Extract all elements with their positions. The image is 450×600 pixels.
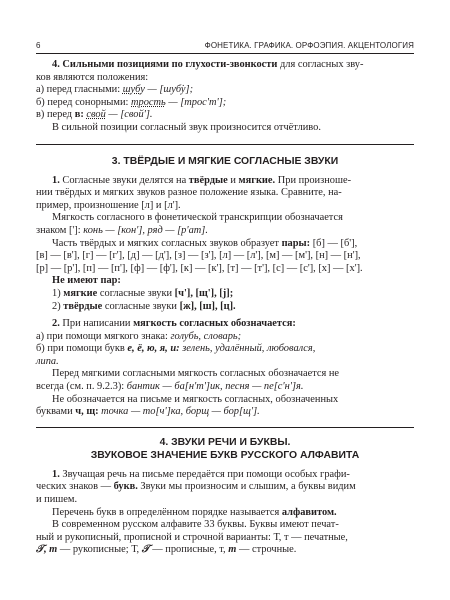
running-header bbox=[36, 40, 414, 53]
sec3-para-1: 1. Согласные звуки делятся на твёрдые и мягкие. При произноше- bbox=[52, 174, 352, 186]
alphabet-count-line-2: ный и рукописный, прописной и строчной варианты: Т, т — печатные, bbox=[36, 531, 348, 543]
softness-note-2-line-1: Не обозначается на письме и мягкость согласных, обозначенных bbox=[52, 393, 339, 405]
alphabet-count-line-3: 𝒯, т — рукописные; Т, 𝒯 — прописные, т, т — строчные. bbox=[36, 544, 297, 556]
softness-note-1-line-2: всегда (см. п. 9.2.3): бантик — ба[н'т']ик, песня — пе[с'н']я. bbox=[36, 381, 304, 393]
page-number: 6 bbox=[36, 41, 41, 50]
softness-mark-line-2: знаком [']: конь — [кон'], ряд — [р'ат]. bbox=[36, 224, 208, 236]
transcription: — [свой']. bbox=[108, 109, 153, 121]
softness-item-b: б) при помощи букв е, ё, ю, я, и: зелень, удалённый, любовался, bbox=[36, 343, 316, 355]
item-number: 4. bbox=[52, 59, 60, 70]
alphabet-definition: Перечень букв в определённом порядке называется алфавитом. bbox=[52, 506, 337, 518]
alphabet-count-line-1: В современном русском алфавите 33 буквы. Буквы имеют печат- bbox=[52, 519, 339, 531]
section-4-heading-line-1: 4. ЗВУКИ РЕЧИ И БУКВЫ. bbox=[159, 436, 291, 448]
position-b: б) перед сонорными: трость — [трос'т']; bbox=[36, 96, 227, 108]
position-c: в) перед в: свой — [свой']. bbox=[36, 109, 153, 121]
softness-note-1-line-1: Перед мягкими согласными мягкость согласных обозначается не bbox=[52, 368, 340, 380]
pairs-line-2: [в] — [в'], [г] — [г'], [д] — [д'], [з] — [з'], [л] — [л'], [м] — [м'], [н] — [н'], bbox=[36, 250, 361, 262]
transcription: — [трос'т']; bbox=[168, 96, 227, 108]
pairs-line-3: [р] — [р'], [п] — [п'], [ф] — [ф'], [к] — [к'], [т] — [т'], [с] — [с'], [х] — [х']. bbox=[36, 262, 363, 274]
term-strong-positions: Сильными позициями по глухости-звонкости bbox=[62, 59, 278, 70]
position-a: а) перед гласными: шубу — [шуб̇у]; bbox=[36, 84, 194, 96]
sec4-para-1: 1. Звучащая речь на письме передаётся при помощи особых графи- bbox=[52, 468, 350, 480]
sec3-para-1-line-2: нии твёрдых и мягких звуков разное положение языка. Сравните, на- bbox=[36, 187, 342, 199]
section-3-heading: 3. ТВЁРДЫЕ И МЯГКИЕ СОГЛАСНЫЕ ЗВУКИ bbox=[111, 155, 339, 167]
header-rule bbox=[36, 53, 414, 54]
sec4-para-1-line-2: ческих знаков — букв. Звуки мы произносим и слышим, а буквы видим bbox=[36, 481, 356, 493]
no-pairs-item-2: 2) твёрдые согласные звуки [ж], [ш], [ц]. bbox=[52, 300, 236, 312]
transcription: — [шуб̇у]; bbox=[147, 84, 194, 96]
strong-positions-intro: 4. Сильными позициями по глухости-звонкости для согласных зву- bbox=[52, 59, 364, 70]
sec4-para-1-line-3: и пишем. bbox=[36, 494, 78, 506]
softness-item-a: а) при помощи мягкого знака: голубь, словарь; bbox=[36, 330, 242, 342]
example-word: шубу bbox=[122, 84, 145, 96]
running-title: ФОНЕТИКА. ГРАФИКА. ОРФОЭПИЯ. АКЦЕНТОЛОГИЯ bbox=[204, 41, 414, 50]
sec3-para-2: 2. При написании мягкость согласных обозначается: bbox=[52, 318, 296, 330]
pairs-line-1: Часть твёрдых и мягких согласных звуков образует пары: [б] — [б'], bbox=[52, 237, 358, 249]
sec3-para-1-line-3: пример, произношение [л] и [л']. bbox=[36, 199, 181, 211]
softness-mark-line-1: Мягкость согласного в фонетической транскрипции обозначается bbox=[52, 212, 343, 224]
strong-position-note: В сильной позиции согласный звук произносится отчётливо. bbox=[52, 121, 321, 133]
example-word: трость bbox=[131, 96, 166, 108]
softness-note-2-line-2: буквами ч, щ: точка — то[ч']ка, борщ — бор[щ']. bbox=[36, 406, 260, 418]
no-pairs-label: Не имеют пар: bbox=[52, 275, 121, 287]
page-body bbox=[36, 59, 414, 557]
no-pairs-item-1: 1) мягкие согласные звуки [ч'], [щ'], [j]; bbox=[52, 287, 234, 299]
softness-item-b-cont: липа. bbox=[36, 355, 59, 367]
section-4-heading-line-2: ЗВУКОВОЕ ЗНАЧЕНИЕ БУКВ РУССКОГО АЛФАВИТА bbox=[90, 449, 360, 461]
strong-positions-cont: ков являются положения: bbox=[36, 71, 149, 83]
example-word: свой bbox=[86, 109, 106, 121]
